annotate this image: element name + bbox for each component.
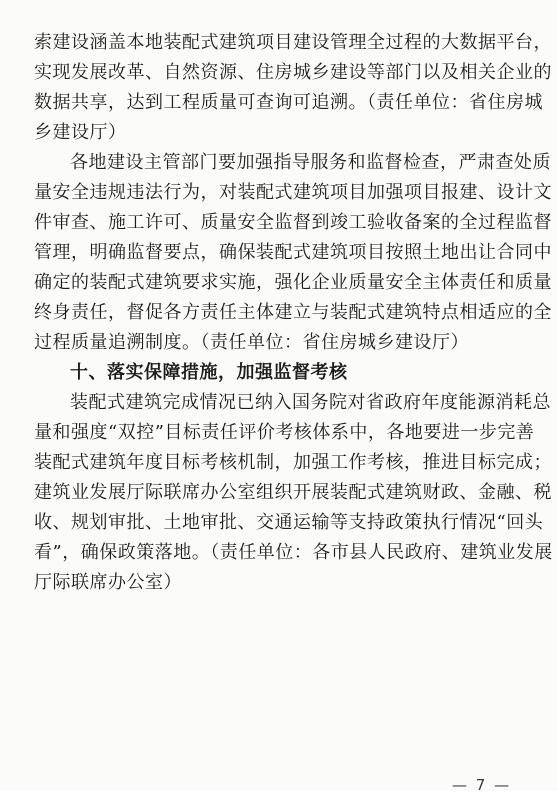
text-line: 实现发展改革、自然资源、住房城乡建设等部门以及相关企业的 [34,62,552,83]
text-line: 厅际联席办公室） [34,572,182,593]
text-line: 看”，确保政策落地。（责任单位：各市县人民政府、建筑业发展 [34,542,553,563]
text-line: 乡建设厅） [34,122,127,143]
page-number: — 7 — [452,776,512,794]
text-line: 件审查、施工许可、质量安全监督到竣工验收备案的全过程监督 [34,212,552,233]
text-line: 量和强度“双控”目标责任评价考核体系中，各地要进一步完善 [34,422,535,443]
text-line: 索建设涵盖本地装配式建筑项目建设管理全过程的大数据平台， [34,32,552,53]
document-body [34,28,553,598]
paragraph-assessment [34,388,553,598]
text-line: 过程质量追溯制度。（责任单位：省住房城乡建设厅） [34,332,469,353]
text-line: 终身责任，督促各方责任主体建立与装配式建筑特点相适应的全 [34,302,552,323]
text-line: 各地建设主管部门要加强指导服务和监督检查，严肃查处质 [70,152,551,173]
text-line: 确定的装配式建筑要求实施，强化企业质量安全主体责任和质量 [34,272,552,293]
text-line: 装配式建筑年度目标考核机制，加强工作考核，推进目标完成； [34,452,552,473]
text-line: 收、规划审批、土地审批、交通运输等支持政策执行情况“回头 [34,512,544,533]
text-line: 数据共享，达到工程质量可查询可追溯。（责任单位：省住房城 [34,92,543,113]
paragraph-big-data-platform [34,28,552,148]
text-line: 管理，明确监督要点，确保装配式建筑项目按照土地出让合同中 [34,242,552,263]
text-line: 量安全违规违法行为，对装配式建筑项目加强项目报建、设计文 [34,182,552,203]
text-line: 建筑业发展厅际联席办公室组织开展装配式建筑财政、金融、税 [34,482,552,503]
section-heading: 十、落实保障措施，加强监督考核 [70,362,348,383]
text-line: 装配式建筑完成情况已纳入国务院对省政府年度能源消耗总 [70,392,551,413]
paragraph-supervision [34,148,552,358]
